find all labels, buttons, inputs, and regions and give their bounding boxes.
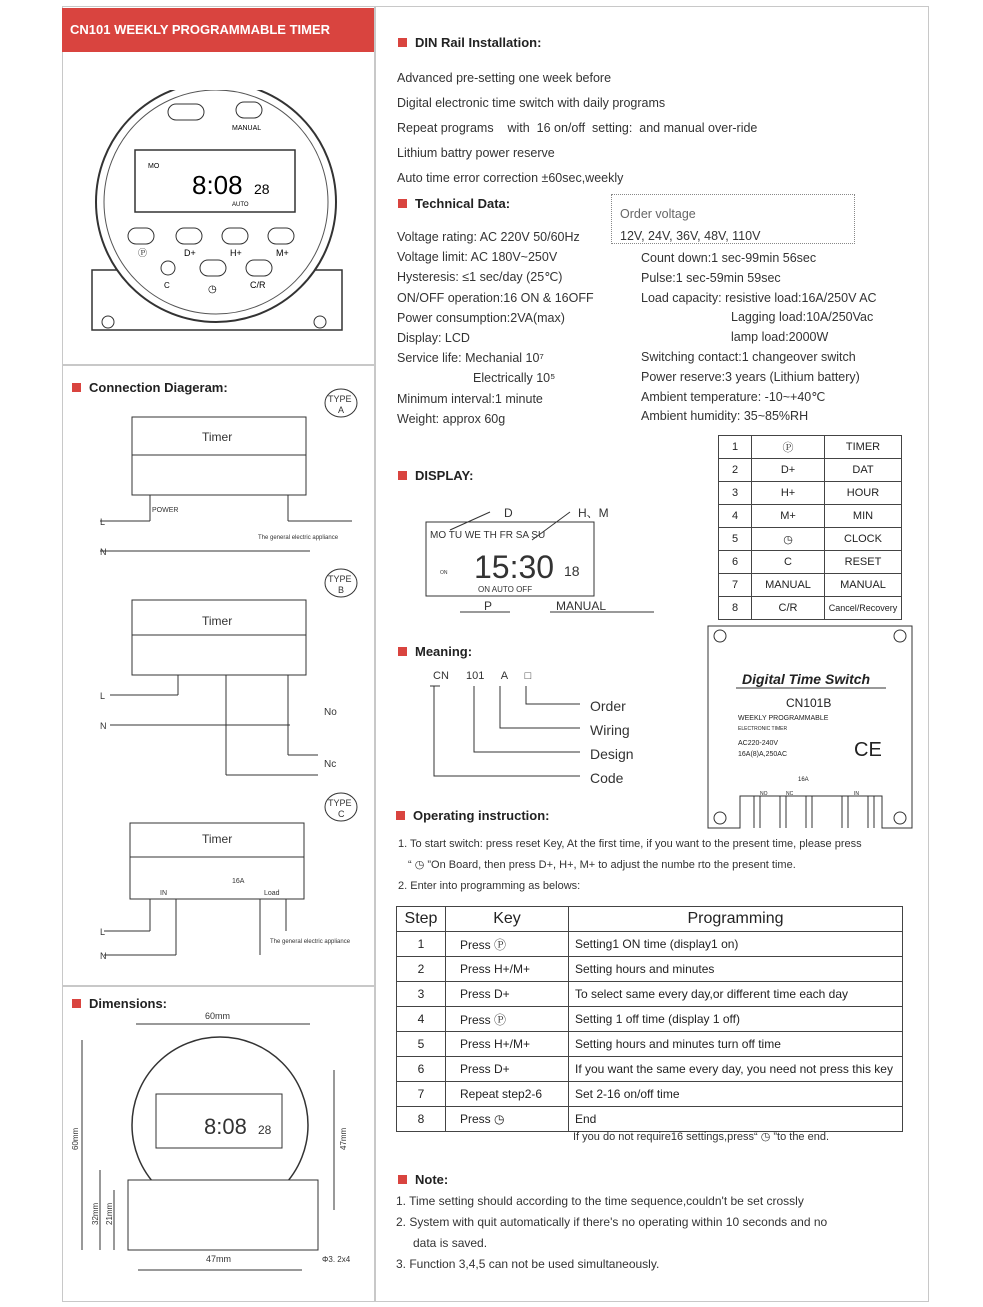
svg-text:60mm: 60mm [205, 1011, 231, 1021]
spec: Lagging load:10A/250Vac [731, 310, 874, 325]
svg-text:IN: IN [854, 791, 859, 797]
key-table-row [719, 528, 902, 551]
key-table-row [719, 436, 902, 459]
table-cell: 6 [397, 1057, 446, 1082]
table-row [397, 957, 903, 982]
tech-specs-left [397, 227, 594, 429]
svg-text:TYPE: TYPE [328, 574, 352, 584]
svg-text:POWER: POWER [152, 507, 179, 514]
svg-text:P: P [484, 599, 493, 613]
table-cell: Repeat step2-6 [446, 1082, 569, 1107]
table-row [397, 1007, 903, 1032]
feature-line: Digital electronic time switch with daily programs [397, 96, 666, 110]
svg-text:CE: CE [854, 739, 882, 761]
connection-heading: Connection Diageram: [72, 380, 228, 395]
key-table-row [719, 482, 902, 505]
key-table-cell: ◷ [752, 528, 825, 551]
dimensions-drawing [70, 1010, 370, 1280]
key-table-cell: CLOCK [825, 528, 902, 551]
feature-line: Auto time error correction ±60sec,weekly [397, 171, 624, 185]
spec: Count down:1 sec-99min 56sec [641, 251, 817, 265]
spec: Power reserve:3 years (Lithium battery) [641, 369, 860, 384]
spec: Display: LCD [397, 331, 470, 346]
table-cell: Set 2-16 on/off time [569, 1082, 903, 1107]
note-line: data is saved. [413, 1236, 488, 1250]
key-table-cell: 3 [719, 482, 752, 505]
svg-text:N: N [100, 547, 107, 557]
svg-text:16A(8)A,250AC: 16A(8)A,250AC [738, 751, 788, 758]
table-cell: Setting hours and minutes [569, 957, 903, 982]
svg-text:D+: D+ [184, 248, 196, 258]
key-table-cell: MANUAL [825, 574, 902, 597]
key-table-cell: MIN [825, 505, 902, 528]
svg-text:The general electric appliance: The general electric appliance [270, 939, 351, 945]
dimensions-heading: Dimensions: [72, 996, 167, 1011]
svg-text:Φ3. 2x4: Φ3. 2x4 [322, 1255, 351, 1264]
svg-text:M+: M+ [276, 248, 289, 258]
lcd-time: 8:08 [192, 170, 243, 200]
spec: Power consumption:2VA(max) [397, 310, 565, 325]
code-part: □ [524, 670, 532, 682]
order-voltage-box [611, 194, 855, 244]
label-plate-drawing [706, 624, 914, 830]
lcd-display-diagram [420, 500, 660, 615]
table-cell: If you want the same every day, you need not press this key [569, 1057, 903, 1082]
note-line: 1. Time setting should according to the time sequence,couldn't be set crossly [396, 1194, 804, 1208]
svg-text:18: 18 [564, 563, 580, 579]
svg-text:The general electric appliance: The general electric appliance [258, 535, 339, 541]
code-meaning-lines [430, 684, 590, 784]
key-table-cell: Ⓟ [752, 436, 825, 459]
column-header: Key [446, 907, 569, 932]
spec: Hysteresis: ≤1 sec/day (25℃) [397, 270, 563, 285]
svg-text:A: A [338, 405, 345, 415]
svg-text:60mm: 60mm [71, 1127, 80, 1150]
svg-text:8:08: 8:08 [204, 1114, 247, 1139]
svg-text:Load: Load [264, 890, 280, 897]
meaning-label: Wiring [590, 722, 630, 738]
svg-text:No: No [324, 707, 337, 718]
table-cell: Press D+ [446, 1057, 569, 1082]
key-table-cell: 5 [719, 528, 752, 551]
svg-text:Digital Time Switch: Digital Time Switch [742, 671, 871, 687]
timer-label-a: Timer [202, 430, 233, 444]
table-cell: Press ◷ [446, 1107, 569, 1132]
lcd-time: 15:30 [474, 549, 555, 585]
divider [62, 364, 376, 366]
display-heading: DISPLAY: [398, 468, 474, 483]
svg-text:C: C [164, 281, 170, 290]
svg-text:28: 28 [258, 1123, 272, 1137]
svg-text:MANUAL: MANUAL [556, 599, 607, 613]
column-divider [374, 6, 376, 1302]
timer-device-drawing [80, 90, 360, 340]
svg-text:H+: H+ [230, 248, 242, 258]
key-function-table [718, 435, 902, 620]
svg-text:N: N [100, 721, 107, 731]
spec: Ambient humidity: 35~85%RH [641, 409, 809, 424]
spec: Load capacity: resistive load:16A/250V AC [641, 290, 877, 305]
svg-text:AC220-240V: AC220-240V [738, 740, 779, 747]
table-cell: Press H+/M+ [446, 957, 569, 982]
table-cell: To select same every day,or different time each day [569, 982, 903, 1007]
key-table-cell: MANUAL [752, 574, 825, 597]
key-table-cell: 2 [719, 459, 752, 482]
table-cell: 2 [397, 957, 446, 982]
table-row [397, 1107, 903, 1132]
key-table-row [719, 551, 902, 574]
svg-text:WEEKLY PROGRAMMABLE: WEEKLY PROGRAMMABLE [738, 715, 829, 722]
meaning-label: Design [590, 746, 634, 762]
svg-text:C/R: C/R [250, 280, 266, 290]
svg-text:21mm: 21mm [105, 1202, 114, 1225]
note-heading: Note: [398, 1172, 448, 1187]
svg-text:L: L [100, 927, 106, 937]
feature-line: Lithium battry power reserve [397, 146, 555, 160]
table-cell: Setting hours and minutes turn off time [569, 1032, 903, 1057]
code-part: 101 [465, 670, 485, 682]
divider [62, 985, 376, 987]
table-cell: 1 [397, 932, 446, 957]
svg-text:47mm: 47mm [339, 1127, 348, 1150]
table-cell: 4 [397, 1007, 446, 1032]
svg-text:L: L [100, 517, 106, 527]
svg-text:Ⓟ: Ⓟ [138, 248, 148, 258]
table-cell: Press D+ [446, 982, 569, 1007]
key-table-cell: 1 [719, 436, 752, 459]
table-cell: 8 [397, 1107, 446, 1132]
table-row [397, 932, 903, 957]
key-table-cell: Cancel/Recovery [825, 597, 902, 620]
svg-text:ON AUTO OFF: ON AUTO OFF [478, 585, 533, 594]
lcd-day: MO [148, 163, 160, 170]
table-cell: Press Ⓟ [446, 1007, 569, 1032]
column-header: Step [397, 907, 446, 932]
lcd-seconds: 28 [254, 181, 270, 197]
table-cell: Press Ⓟ [446, 932, 569, 957]
svg-text:Timer: Timer [202, 832, 233, 846]
din-heading: DIN Rail Installation: [398, 35, 541, 50]
svg-text:◷: ◷ [208, 284, 217, 295]
key-table-row [719, 459, 902, 482]
spec: Minimum interval:1 minute [397, 391, 543, 406]
note-line: 2. System with quit automatically if there's no operating within 10 seconds and no [396, 1215, 828, 1229]
operating-heading: Operating instruction: [396, 808, 550, 823]
svg-text:TYPE: TYPE [328, 798, 352, 808]
table-cell: Press H+/M+ [446, 1032, 569, 1057]
connection-diagrams [90, 385, 370, 975]
svg-text:IN: IN [160, 890, 167, 897]
svg-text:16A: 16A [232, 878, 245, 885]
meaning-label: Code [590, 770, 624, 786]
din-features [397, 66, 757, 191]
key-table-cell: M+ [752, 505, 825, 528]
table-cell: Setting1 ON time (display1 on) [569, 932, 903, 957]
lcd-mode: AUTO [232, 202, 249, 208]
note-line: 3. Function 3,4,5 can not be used simultaneously. [396, 1257, 660, 1271]
key-table-cell: HOUR [825, 482, 902, 505]
code-part: A [500, 670, 508, 682]
table-row [397, 982, 903, 1007]
meaning-heading: Meaning: [398, 644, 472, 659]
spec: Weight: approx 60g [397, 411, 506, 426]
tech-heading: Technical Data: [398, 196, 510, 211]
code-meaning-labels [590, 694, 634, 790]
order-voltage-values: 12V, 24V, 36V, 48V, 110V [620, 229, 761, 243]
svg-text:NC: NC [786, 791, 794, 797]
meaning-label: Order [590, 698, 626, 714]
spec: Voltage limit: AC 180V~250V [397, 250, 558, 265]
tech-specs-right [641, 249, 877, 427]
svg-text:Timer: Timer [202, 614, 233, 628]
key-table-cell: RESET [825, 551, 902, 574]
svg-text:47mm: 47mm [206, 1254, 232, 1264]
spec: lamp load:2000W [731, 330, 829, 345]
code-part: CN [433, 670, 449, 682]
svg-text:N: N [100, 951, 107, 961]
spec: Ambient temperature: -10~+40℃ [641, 389, 826, 404]
spec: Electrically 10⁵ [473, 371, 556, 386]
instruction-line: 2. Enter into programming as belows: [398, 880, 581, 892]
table-row [397, 1032, 903, 1057]
model-code [433, 670, 531, 682]
key-table-cell: DAT [825, 459, 902, 482]
table-cell: End [569, 1107, 903, 1132]
feature-line: Advanced pre-setting one week before [397, 71, 612, 85]
instruction-line: “ ◷ ”On Board, then press D+, H+, M+ to adjust the numbe rto the present time. [408, 859, 796, 871]
key-table-cell: 7 [719, 574, 752, 597]
spec: Service life: Mechanial 10⁷ [397, 351, 544, 366]
programming-footnote: If you do not require16 settings,press“ ◷ ”to the end. [573, 1131, 830, 1143]
key-table-cell: 8 [719, 597, 752, 620]
table-cell: 5 [397, 1032, 446, 1057]
spec: ON/OFF operation:16 ON & 16OFF [397, 290, 594, 305]
spec: Pulse:1 sec-59min 59sec [641, 270, 781, 285]
svg-text:CN101B: CN101B [786, 696, 832, 710]
key-table-cell: H+ [752, 482, 825, 505]
spec: Voltage rating: AC 220V 50/60Hz [397, 230, 580, 244]
key-table-row [719, 597, 902, 620]
lcd-days: MO TU WE TH FR SA SU [430, 530, 546, 541]
order-voltage-title: Order voltage [620, 207, 696, 221]
table-row [397, 1057, 903, 1082]
key-table-cell: 4 [719, 505, 752, 528]
svg-text:C: C [338, 809, 345, 819]
svg-text:TYPE: TYPE [328, 394, 352, 404]
spec: Switching contact:1 changeover switch [641, 349, 856, 364]
page-title: CN101 WEEKLY PROGRAMMABLE TIMER [62, 8, 374, 52]
key-table-cell: C/R [752, 597, 825, 620]
key-table-cell: C [752, 551, 825, 574]
svg-text:Nc: Nc [324, 759, 337, 770]
feature-line: Repeat programs with 16 on/off setting: and manual over-ride [397, 121, 758, 135]
notes [396, 1191, 827, 1275]
svg-text:H、M: H、M [578, 506, 609, 520]
svg-text:NO: NO [760, 791, 768, 797]
key-table-cell: TIMER [825, 436, 902, 459]
operating-instructions [398, 834, 862, 897]
key-table-cell: 6 [719, 551, 752, 574]
table-cell: Setting 1 off time (display 1 off) [569, 1007, 903, 1032]
key-table-row [719, 574, 902, 597]
key-table-cell: D+ [752, 459, 825, 482]
svg-text:16A: 16A [798, 777, 809, 783]
svg-text:L: L [100, 691, 106, 701]
table-cell: 3 [397, 982, 446, 1007]
table-cell: 7 [397, 1082, 446, 1107]
programming-table [396, 906, 903, 1132]
table-row [397, 1082, 903, 1107]
svg-text:ON: ON [440, 570, 448, 576]
column-header: Programming [569, 907, 903, 932]
svg-text:ELECTRONIC TIMER: ELECTRONIC TIMER [738, 726, 788, 732]
svg-text:32mm: 32mm [91, 1202, 100, 1225]
instruction-line: 1. To start switch: press reset Key, At the first time, if you want to the present time, please press [398, 838, 862, 850]
svg-text:D: D [504, 506, 513, 520]
svg-text:B: B [338, 585, 345, 595]
key-table-row [719, 505, 902, 528]
manual-label: MANUAL [232, 125, 262, 132]
